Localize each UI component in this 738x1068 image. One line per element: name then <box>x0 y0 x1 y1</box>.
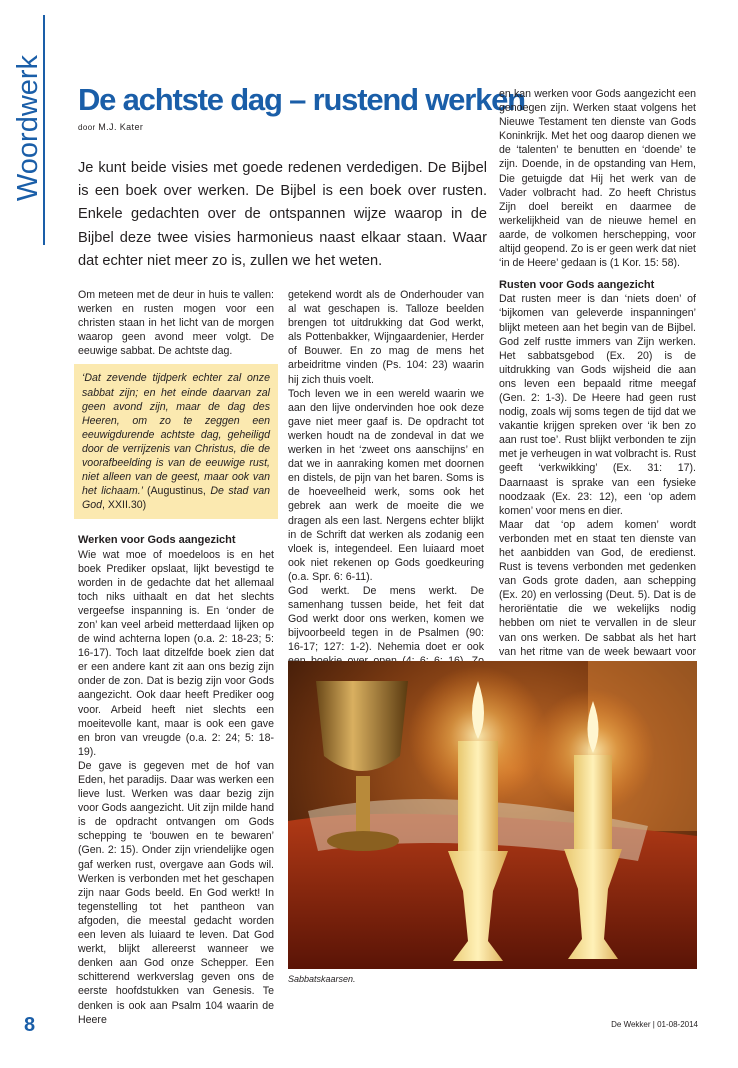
paragraph: Maar dat ‘op adem komen’ wordt verbonden met en staat ten dienste van het aanbidden van God, de eredienst. Rust is tevens verbonden met gedenken van Gods grote daden, aan schepping (Ex. 20) en verlossing (Deut. 5). Dat is de heroriëntatie die we wekelijks nodig hebben om niet te vervallen in de sleur van ons werken. De sabbat als het hart van het ritme van de week bewaart voor <box>499 518 696 658</box>
lead-paragraph: Je kunt beide visies met goede redenen verdedigen. De Bijbel is een boek over werken. De Bijbel is een boek over rusten. Enkele gedachten over de ontspannen wijze waarop in de Bijbel deze twee visies harmonieus naast elkaar staan. Waar dat echter niet meer zo is, zullen we het weten. <box>78 160 487 269</box>
section-tab <box>10 15 46 245</box>
article-title: De achtste dag – rustend werken <box>78 82 525 117</box>
candles-illustration <box>288 661 697 969</box>
byline <box>78 122 143 132</box>
paragraph: God werkt. De mens werkt. De samenhang tussen beide, het feit dat God werkt door ons werken, komen we bijvoorbeeld tegen in de Psalmen (90: 16-17; 127: 1-2). Nehemia doet er ook <box>288 584 484 654</box>
quote-box <box>74 364 278 519</box>
paragraph: Dat rusten meer is dan ‘niets doen’ of ‘bijkomen van geleverde inspanningen’ blijkt meteen aan het begin van de Bijbel. God zelf rustte immers van Zijn werken. Het sabbatsgebod (Ex. 20) is de uitdrukking van Gods wijsheid die aan ons leven een bepaald ritme meegaf (Gen. 2: 1-3). De Heere had geen rust nodig, zoals wij soms tegen de tijd dat we vakantie krijgen spreken over ‘ik ben zo aan rust toe’. Rust blijkt verbonden te zijn met je verheugen in wat volbracht is. Rust geeft ‘verkwikking’ (Ex. 31: 17). Daarnaast is sprake van een fysieke noodzaak (Ex. 23: 12), een ‘op adem komen’ voor mens en dier. <box>499 293 696 517</box>
paragraph: De gave is gegeven met de hof van Eden, het paradijs. Daar was werken een lieve lust. Werken was daar bezig zijn voor Gods aangezicht. Uit zijn milde hand is de opdracht ontvangen om Gods schepping te ‘bouwen en te bewaren’ (Gen. 2: 15). Onder zijn vriendelijke ogen gaf werken rust, overgave aan Gods wil. Werken is verbonden met het geschapen zijn naar Gods beeld. En God werkt! In tegenstelling tot het pantheon van afgoden, die meestal gedacht worden een leven als luiaard te leven. Dat God werkt, blijkt allereerst wanneer we denken aan God onze Schepper. Een schitterend werkverslag geven ons de eerste hoofdstukken van Genesis. Te denken is ook aan Psalm 104 waarin de Heere <box>78 759 274 1026</box>
paragraph: Toch leven we in een wereld waarin we aan den lijve ondervinden hoe ook deze gave niet meer gaaf is. De opdracht tot werken houdt na de zondeval in dat we werken in het ‘zweet ons aanschijns’ en dat we in aanraking komen met doornen en distels, de pijn van het baren. Soms is de hoeveelheid werk, soms ook het gebrek aan werk de moeite die we dragen als een last. Nergens echter blijkt in de Schrift dat werken als zodanig een vloek is, integendeel. Een luiaard moet ook niet rekenen op Gods goedkeuring (o.a. Spr. 6: 6-11). <box>288 387 484 583</box>
column-3 <box>499 87 696 673</box>
quote-text: ‘Dat zevende tijdperk echter zal onze sabbat zijn; en het einde daarvan zal geen avond zijn, maar de dag des Heeren, om zo te zeggen een eeuwigdurende achtste dag, geheiligd door de verrijzenis van Christus, die de voorafbeelding is van de eeuwige rust, niet alleen van de geest, maar ook van het lichaam.’ <box>82 372 270 498</box>
paragraph: Wie wat moe of moedeloos is en het boek Prediker opslaat, lijkt bevestigd te worden in de gedachte dat het allemaal toch niks uithaalt en dat het slechts vergeefse inspanning is. En ‘onder de zon’ kan veel arbeid metterdaad lijken op de wind achterna lopen (o.a. 2: 18-23; 5: 16-17). Toch laat ditzelfde boek zien dat er een andere kant zit aan ons bezig zijn onder de zon. Dat is bezig zijn voor Gods aangezicht. Ook daar heeft Prediker oog voor. Arbeid heeft niet slechts een moeitevolle kant, maar is ook een gave en bron van vreugde (o.a. 2: 24; 5: 18-19). <box>78 548 274 758</box>
quote-source: (Augustinus, De stad van God, XXII.30) <box>82 485 270 512</box>
intro-paragraph: Om meteen met de deur in huis te vallen: werken en rusten mogen voor een christen staan in het licht van de morgen waarop geen avond meer volgt. De eeuwige sabbat. De achtste dag. <box>78 289 274 358</box>
byline-prefix: door <box>78 123 96 132</box>
author-name: M.J. Kater <box>98 122 144 132</box>
photo-caption: Sabbatskaarsen. <box>288 974 356 984</box>
column-1 <box>78 288 274 1027</box>
page-number: 8 <box>24 1014 36 1036</box>
section-label: Woordwerk <box>12 54 44 202</box>
paragraph: getekend wordt als de Onderhouder van al wat geschapen is. Talloze beelden brengen tot uitdrukking dat God werkt, als Pottenbakker, Wijngaardenier, Herder of Bouwer. En zo mag de mens het arbeidritme vinden (Ps. 104: 23) waarin hij zich thuis voelt. <box>288 289 484 386</box>
section-heading: Werken voor Gods aangezicht <box>78 534 236 547</box>
sabbath-candles-photo <box>288 661 697 969</box>
paragraph: en kan werken voor Gods aangezicht een genoegen zijn. Werken staat volgens het Nieuwe Testament ten dienste van Gods Koninkrijk. Met het oog daarop dienen we de ‘talenten’ te benutten en ‘doende’ te zijn. Doende, in de opstanding van Hem, Die getuigde dat Hij het werk van de Vader volbracht had. Zo heeft Christus Zijn doel bereikt en daarmee de werkelijkheid van de nieuwe hemel en aarde, de volkomen herschepping, voor altijd geopend. Zo is er geen werk dat niet ‘in de Heere’ gedaan is (1 Kor. 15: 58). <box>499 88 696 270</box>
footer-publication: De Wekker | 01-08-2014 <box>611 1020 698 1029</box>
column-2 <box>288 288 484 683</box>
section-heading: Rusten voor Gods aangezicht <box>499 279 655 292</box>
